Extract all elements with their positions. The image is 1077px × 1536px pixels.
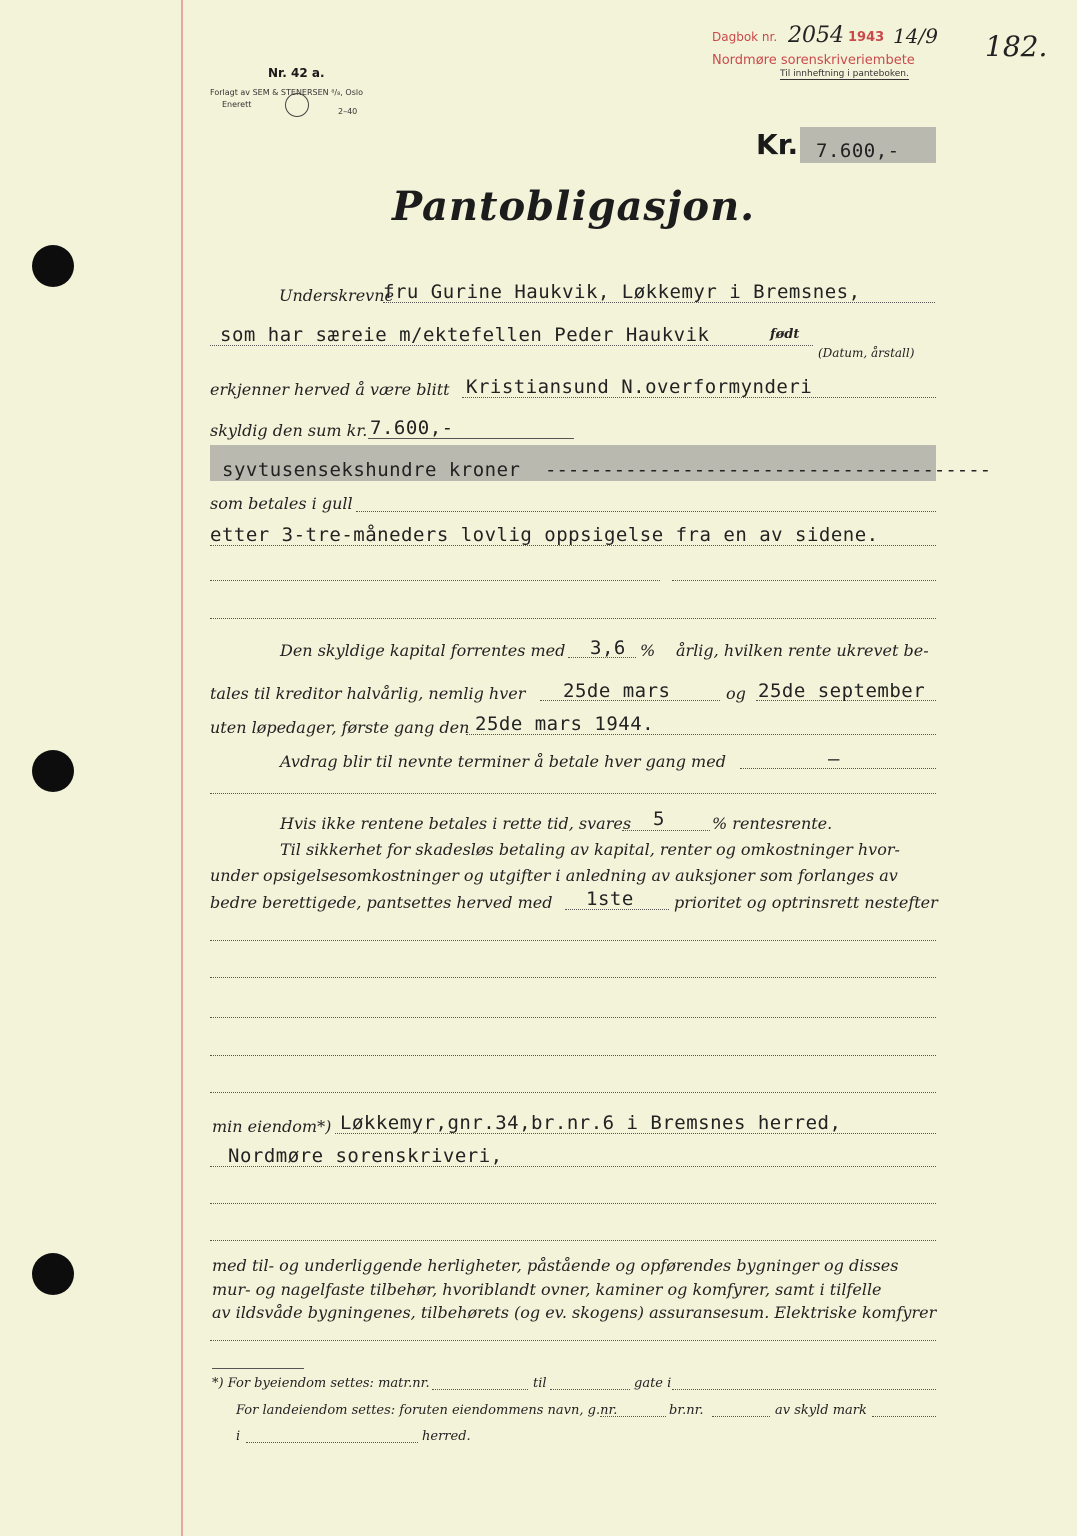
first-payment-date: 25de mars 1944. <box>475 713 655 735</box>
footnote-dots-2 <box>550 1389 630 1390</box>
footnote-dots-4 <box>600 1416 666 1417</box>
security-line-2: under opsigelsesomkostninger og utgifter i anledning av auksjoner som forlanges av <box>210 866 898 885</box>
punch-hole-3 <box>32 1253 74 1295</box>
red-margin-line <box>181 0 183 1536</box>
footnote-dots-3 <box>672 1389 936 1390</box>
security-line-1: Til sikkerhet for skadesløs betaling av kapital, renter og omkostninger hvor- <box>280 840 900 859</box>
first-date-line <box>466 734 936 735</box>
appurtenances-line-1: med til- og underliggende herligheter, påstående og opførendes bygninger og disses <box>212 1256 899 1275</box>
blank-line-6 <box>210 1017 936 1018</box>
footnote-line-2c: av skyld mark <box>775 1403 867 1418</box>
blank-line-8 <box>210 1092 936 1093</box>
publisher-date: 2–40 <box>338 107 358 116</box>
blank-line-3 <box>210 793 936 794</box>
percent-sign: % <box>640 641 656 660</box>
interest-text-6: Hvis ikke rentene betales i rette tid, svares <box>280 814 632 833</box>
terms-value: etter 3-tre-måneders lovlig oppsigelse fra en av sidene. <box>210 524 879 546</box>
property-line-1 <box>335 1133 936 1134</box>
undersigned-line <box>383 302 935 303</box>
sum-value: 7.600,- <box>370 417 454 439</box>
gold-label: som betales i gull <box>210 494 353 513</box>
creditor-line <box>462 397 936 398</box>
interest-date-2: 25de september <box>758 680 926 702</box>
datum-note: (Datum, årstall) <box>818 346 915 360</box>
footnote-dots-6 <box>872 1416 936 1417</box>
penalty-rate: 5 <box>653 808 665 830</box>
publisher-rights: Enerett <box>222 100 252 109</box>
interest-date-1: 25de mars <box>563 680 671 702</box>
spouse-value: som har særeie m/ektefellen Peder Haukvik <box>220 324 710 346</box>
sum-line <box>368 438 574 439</box>
form-number: Nr. 42 a. <box>268 66 325 80</box>
blank-line-1b <box>672 580 936 581</box>
blank-line-11 <box>210 1340 936 1341</box>
interest-text-4: uten løpedager, første gang den <box>210 718 470 737</box>
stamp-office: Nordmøre sorenskriveriembete <box>712 53 915 68</box>
publisher-logo-icon <box>285 93 309 117</box>
amount-value: 7.600,- <box>816 140 900 162</box>
undersigned-value: fru Gurine Haukvik, Løkkemyr i Bremsnes, <box>383 281 861 303</box>
footnote-dots-1 <box>432 1389 528 1390</box>
dagbok-number: 2054 <box>788 23 844 48</box>
blank-line-4 <box>210 940 936 941</box>
blank-line-9 <box>210 1203 936 1204</box>
security-line-3a: bedre berettigede, pantsettes herved med <box>210 893 553 912</box>
born-label: født <box>770 327 800 342</box>
appurtenances-line-2: mur- og nagelfaste tilbehør, hvoriblandt ovner, kaminer og komfyrer, samt i tilfelle <box>212 1280 882 1299</box>
footnote-dots-7 <box>246 1442 418 1443</box>
amount-label: Kr. <box>756 128 799 161</box>
blank-line-2 <box>210 618 936 619</box>
undersigned-label: Underskrevne <box>279 286 394 305</box>
stamp-date: 14/9 <box>893 24 938 48</box>
footnote-line-2b: br.nr. <box>669 1403 704 1418</box>
footnote-line-1c: gate i <box>634 1376 672 1391</box>
publisher-line: Forlagt av SEM & STENERSEN ⁸/₈, Oslo <box>210 88 363 97</box>
blank-line-5 <box>210 977 936 978</box>
punch-hole-1 <box>32 245 74 287</box>
property-value-1: Løkkemyr,gnr.34,br.nr.6 i Bremsnes herred, <box>340 1112 842 1134</box>
document-title: Pantobligasjon. <box>392 183 756 230</box>
interest-text-2: årlig, hvilken rente ukrevet be- <box>676 641 929 660</box>
blank-line-7 <box>210 1055 936 1056</box>
owed-label: skyldig den sum kr. <box>210 421 368 440</box>
interest-text-7: % rentesrente. <box>712 814 833 833</box>
interest-text-3: tales til kreditor halvårlig, nemlig hver <box>210 684 526 703</box>
property-line-2 <box>210 1166 936 1167</box>
property-label: min eiendom*) <box>212 1117 332 1136</box>
priority-value: 1ste <box>586 888 634 910</box>
creditor-value: Kristiansund N.overformynderi <box>466 376 813 398</box>
footnote-line-2a: For landeiendom settes: foruten eiendommens navn, g.nr. <box>236 1403 618 1418</box>
footnote-line-1a: *) For byeiendom settes: matr.nr. <box>212 1376 430 1391</box>
acknowledge-label: erkjenner herved å være blitt <box>210 380 450 399</box>
dagbok-label: Dagbok nr. <box>712 30 778 44</box>
page-number: 182. <box>985 30 1048 63</box>
stamp-year: 1943 <box>848 30 885 45</box>
gold-line <box>356 511 936 512</box>
interest-text-5: Avdrag blir til nevnte terminer å betale hver gang med <box>280 752 726 771</box>
og-label: og <box>726 684 746 703</box>
footnote-line-3b: herred. <box>422 1429 471 1444</box>
sum-words-dashes: --------------------------------------- <box>545 459 992 481</box>
footnote-line-3a: i <box>236 1429 241 1444</box>
blank-line-1a <box>210 580 660 581</box>
security-line-3b: prioritet og optrinsrett nestefter <box>674 893 938 912</box>
footnote-line-1b: til <box>533 1376 547 1391</box>
appurtenances-line-3: av ildsvåde bygningenes, tilbehørets (og ev. skogens) assuransesum. Elektriske komfyrer <box>212 1303 937 1322</box>
stamp-note: Til innheftning i panteboken. <box>780 69 909 79</box>
terms-line <box>210 545 936 546</box>
punch-hole-2 <box>32 750 74 792</box>
interest-text-1: Den skyldige kapital forrentes med <box>280 641 566 660</box>
sum-words: syvtusensekshundre kroner <box>222 459 521 481</box>
footnote-dots-5 <box>712 1416 770 1417</box>
blank-line-10 <box>210 1240 936 1241</box>
footnote-rule <box>212 1368 304 1369</box>
penalty-line <box>622 830 710 831</box>
property-value-2: Nordmøre sorenskriveri, <box>228 1145 503 1167</box>
interest-rate: 3,6 <box>590 637 626 659</box>
spouse-line <box>210 345 813 346</box>
installment-value: — <box>828 748 840 770</box>
